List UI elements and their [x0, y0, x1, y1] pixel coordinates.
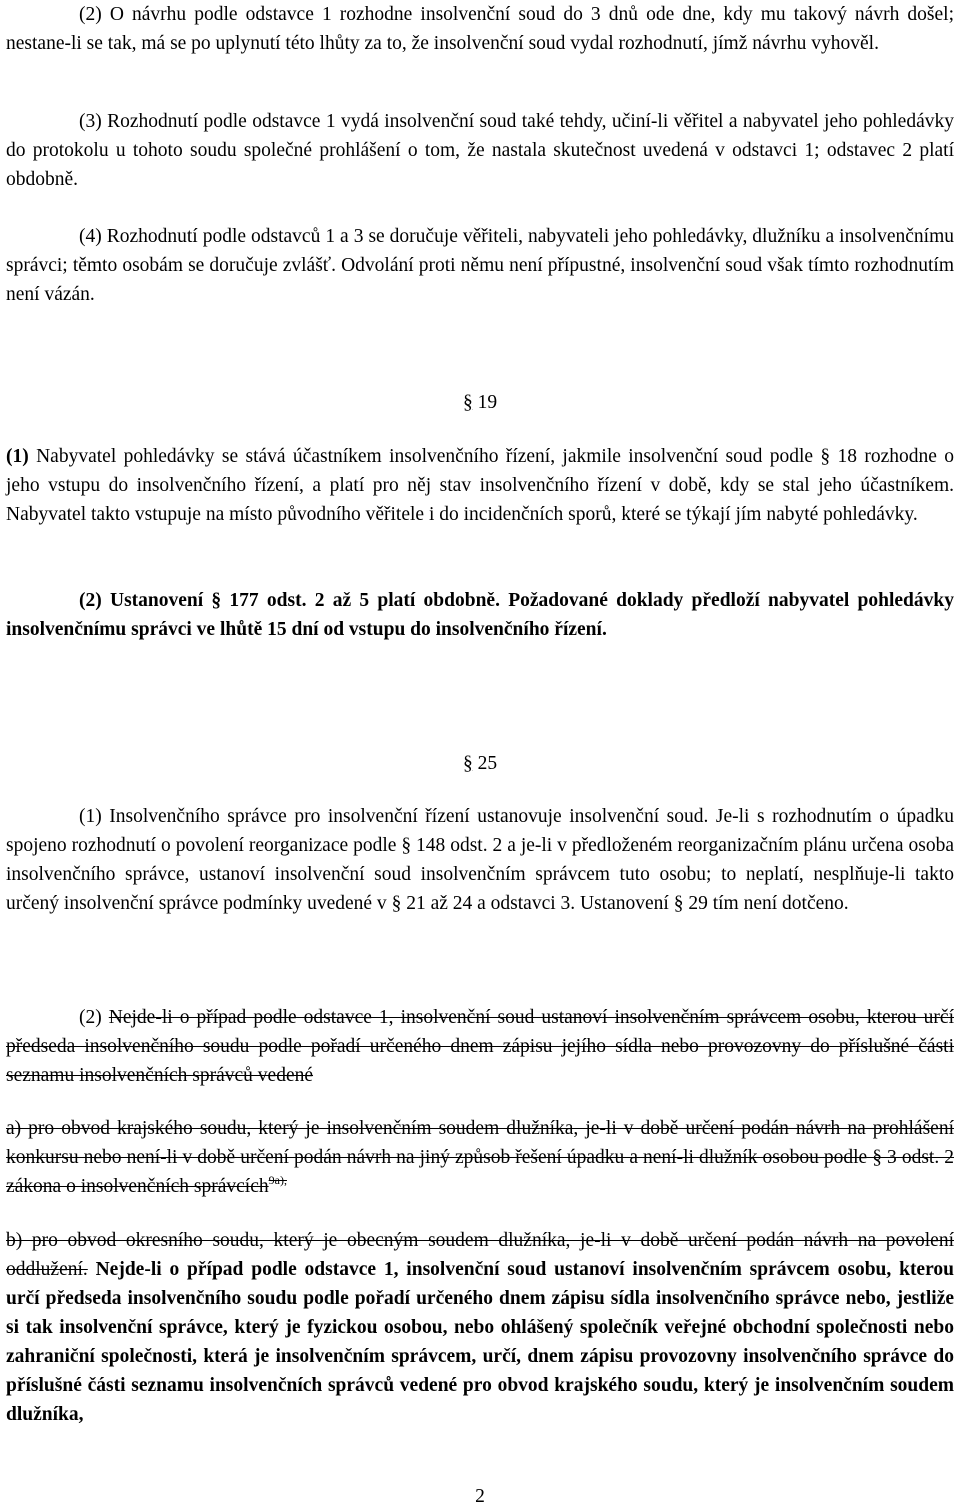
paragraph-text: (2) O návrhu podle odstavce 1 rozhodne insolvenční soud do 3 dnů ode dne, kdy mu takový návrh došel; nestane-li se tak, má se po uplynutí této lhůty za to, že insolvenční soud vydal rozhodnutí, jímž návrhu vyhověl.	[6, 4, 954, 54]
paragraph-text: (4) Rozhodnutí podle odstavců 1 a 3 se doručuje věřiteli, nabyvateli jeho pohledávky, dlužníku a insolvenčnímu správci; těmto osobám se doručuje zvlášť. Odvolání proti němu není přípustné, insolvenční soud však tímto rozhodnutím není vázán.	[6, 226, 954, 305]
deleted-text: a) pro obvod krajského soudu, který je insolvenčním soudem dlužníka, je-li v době určení podán návrh na prohlášení konkursu nebo není-li v době určení podán návrh na jiný způsob řešení úpadku a není-li dlužník osobou podle § 3 odst. 2 zákona o insolvenčních správcích	[6, 1118, 954, 1197]
paragraph-text: až 24 a odstavci 3. Ustanovení	[425, 893, 674, 914]
section-number: 19	[477, 392, 498, 413]
section-19-heading	[0, 388, 960, 417]
section-25-paragraph-2	[6, 1003, 954, 1090]
deleted-text: b) pro obvod okresního soudu, který je obecným soudem dlužníka, je-li v době určení podán návrh na povolení oddlužení.	[6, 1230, 954, 1280]
paragraph-label: (1)	[6, 446, 29, 467]
item-a-deleted	[6, 1114, 954, 1201]
section-link[interactable]: § 29	[673, 893, 708, 914]
section-link[interactable]: § 18	[820, 446, 857, 467]
paragraph-text: rozhodne o jeho vstupu do insolvenčního řízení, a platí pro něj stav insolvenčního řízení v době, kdy se stal jeho účastníkem. Nabyvatel takto vstupuje na místo původního věřitele i do incidenčních sporů, které se týkají jím nabyté pohledávky.	[6, 446, 955, 525]
paragraph-text: (2) Ustanovení	[79, 590, 212, 611]
paragraph-3	[6, 107, 954, 194]
paragraph-text: (1) Insolvenčního správce pro insolvenční řízení ustanovuje insolvenční soud. Je-li s rozhodnutím o úpadku spojeno rozhodnutí o povolení reorganizace podle	[6, 806, 954, 856]
section-number: 25	[477, 753, 498, 774]
section-link[interactable]: § 21	[391, 893, 426, 914]
section-25-paragraph-1	[6, 802, 954, 918]
paragraph-text: (3) Rozhodnutí podle odstavce 1 vydá insolvenční soud také tehdy, učiní-li věřitel a nabyvatel jeho pohledávky do protokolu u tohoto soudu společné prohlášení o tom, že nastala skutečnost uvedená v odstavci 1; odstavec 2 platí obdobně.	[6, 111, 954, 190]
section-19-paragraph-2	[6, 586, 954, 644]
paragraph-2-top	[6, 0, 954, 58]
paragraph-text: odst. 2 až 5 platí obdobně. Požadované doklady předloží nabyvatel pohledávky insolvenčnímu správci ve lhůtě 15 dní od vstupu do insolvenčního řízení.	[6, 590, 955, 640]
paragraph-4	[6, 222, 954, 309]
section-sign[interactable]: §	[462, 392, 473, 413]
section-link[interactable]: § 177	[211, 590, 259, 611]
paragraph-text: Nabyvatel pohledávky se stává účastníkem insolvenčního řízení, jakmile insolvenční soud podle	[28, 446, 821, 467]
deleted-text: Nejde-li o případ podle odstavce 1, insolvenční soud ustanoví insolvenčním správcem osobu, kterou určí předseda insolvenčního soudu podle pořadí určeného dnem zápisu jejího sídla nebo provozovny do příslušné části seznamu insolvenčních správců vedené	[6, 1007, 954, 1086]
inserted-text: Nejde-li o případ podle odstavce 1, insolvenční soud ustanoví insolvenčním správcem osobu, kterou určí předseda insolvenčního soudu podle pořadí určeného dnem zápisu sídla insolvenčního správce nebo, jestliže si tak insolvenční správce, který je fyzickou osobou, nebo ohlášený společník veřejné obchodní společnosti nebo zahraniční společnosti, která je insolvenčním správcem, určí, dnem zápisu provozovny insolvenčního správce do příslušné části seznamu insolvenčních správců vedené pro obvod krajského soudu, který je insolvenčním soudem dlužníka,	[6, 1259, 954, 1425]
section-25-heading	[0, 749, 960, 778]
footnote-reference[interactable]: 9a),	[268, 1173, 287, 1187]
paragraph-text: odst. 2 a je-li v předloženém reorganizačním plánu určena osoba insolvenčního správce, ustanoví insolvenční soud insolvenčním správcem tuto osobu; to neplatí, nesplňuje-li takto určený insolvenční správce podmínky uvedené v	[6, 835, 955, 914]
page-number: 2	[475, 1486, 485, 1507]
paragraph-text: tím není dotčeno.	[707, 893, 849, 914]
section-sign[interactable]: §	[462, 753, 473, 774]
section-link[interactable]: § 148	[401, 835, 446, 856]
section-19-paragraph-1	[6, 442, 954, 529]
item-b-and-new-text	[6, 1226, 954, 1429]
paragraph-label: (2)	[79, 1007, 109, 1028]
